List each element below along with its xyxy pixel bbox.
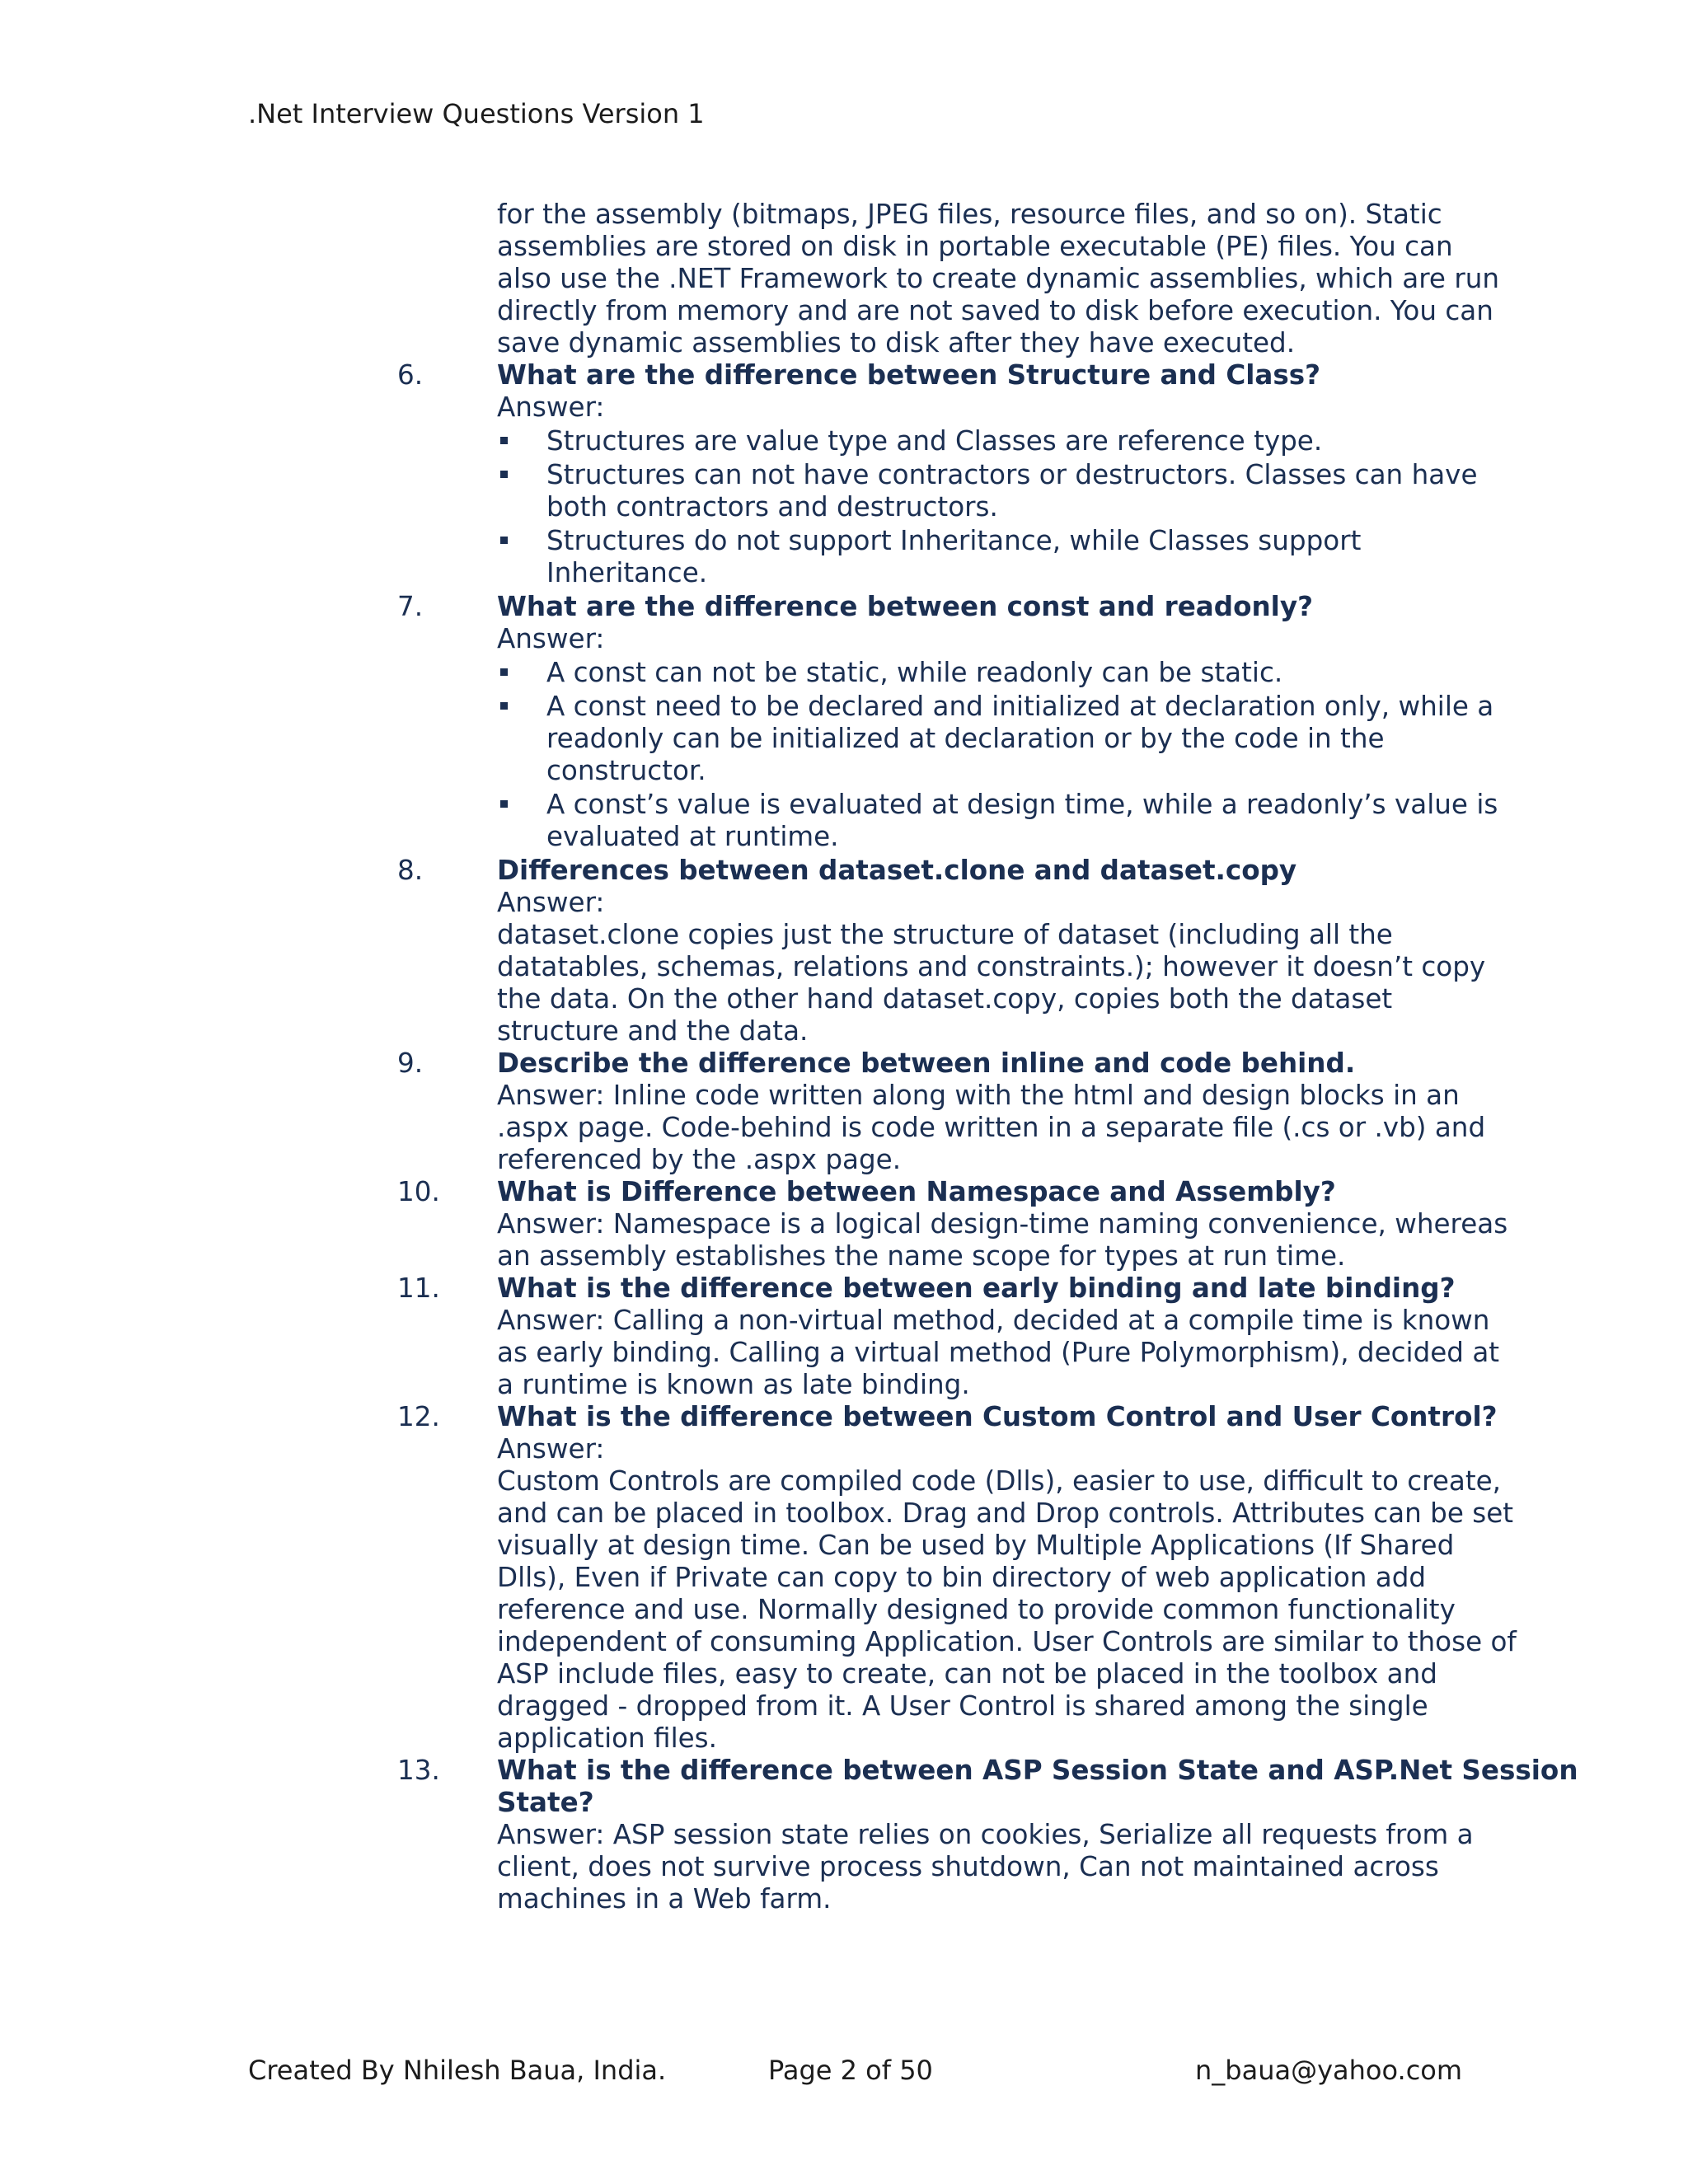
text-line: for the assembly (bitmaps, JPEG files, resource files, and so on). Static bbox=[497, 199, 1442, 230]
footer-email: n_baua@yahoo.com bbox=[1195, 2055, 1463, 2086]
question-title: Describe the difference between inline and code behind. bbox=[497, 1047, 1356, 1079]
footer-page-number: Page 2 of 50 bbox=[768, 2055, 933, 2086]
bullet-list bbox=[497, 425, 1478, 589]
answer-line: Answer: ASP session state relies on cookies, Serialize all requests from a bbox=[497, 1819, 1474, 1850]
question-list bbox=[0, 359, 1688, 1915]
bullet-text: constructor. bbox=[546, 755, 706, 786]
answer-line: Dlls), Even if Private can copy to bin directory of web application add bbox=[497, 1562, 1427, 1593]
bullet-text: A const can not be static, while readonly can be static. bbox=[546, 657, 1283, 688]
answer-line: machines in a Web farm. bbox=[497, 1883, 832, 1915]
answer-line: dataset.clone copies just the structure of dataset (including all the bbox=[497, 919, 1393, 950]
bullet-text: both contractors and destructors. bbox=[546, 491, 998, 523]
question-number: 11. bbox=[397, 1272, 440, 1304]
bullet-text: Structures are value type and Classes are reference type. bbox=[546, 425, 1323, 457]
question-body bbox=[497, 1755, 1578, 1915]
bullet-text: evaluated at runtime. bbox=[546, 821, 839, 852]
question-item bbox=[0, 359, 1688, 589]
bullet-list bbox=[497, 657, 1498, 853]
answer-line: application files. bbox=[497, 1722, 718, 1754]
question-number: 13. bbox=[397, 1755, 440, 1786]
question-body bbox=[497, 1272, 1500, 1401]
question-title: Differences between dataset.clone and dataset.copy bbox=[497, 855, 1297, 886]
answer-line: ASP include files, easy to create, can not be placed in the toolbox and bbox=[497, 1658, 1437, 1690]
answer-line: Answer: bbox=[497, 887, 605, 918]
question-number: 8. bbox=[397, 855, 424, 886]
text-line: also use the .NET Framework to create dynamic assemblies, which are run bbox=[497, 263, 1500, 294]
question-title: What is the difference between Custom Control and User Control? bbox=[497, 1401, 1498, 1432]
answer-line: reference and use. Normally designed to provide common functionality bbox=[497, 1594, 1456, 1625]
bullet-text: A const need to be declared and initialized at declaration only, while a bbox=[546, 691, 1494, 722]
question-number: 6. bbox=[397, 359, 424, 391]
question-item bbox=[0, 1176, 1688, 1272]
question-item bbox=[0, 591, 1688, 853]
answer-line: .aspx page. Code-behind is code written in a separate file (.cs or .vb) and bbox=[497, 1112, 1486, 1143]
answer-line: referenced by the .aspx page. bbox=[497, 1144, 902, 1175]
answer-line: dragged - dropped from it. A User Control is shared among the single bbox=[497, 1690, 1428, 1722]
question-body bbox=[497, 855, 1486, 1047]
question-number: 7. bbox=[397, 591, 424, 622]
question-body bbox=[497, 359, 1478, 589]
answer-line: Answer: Calling a non-virtual method, decided at a compile time is known bbox=[497, 1305, 1490, 1336]
answer-line: independent of consuming Application. User Controls are similar to those of bbox=[497, 1626, 1517, 1657]
bullet-item bbox=[497, 425, 1445, 457]
answer-line: Answer: Inline code written along with the html and design blocks in an bbox=[497, 1080, 1460, 1111]
question-item bbox=[0, 855, 1688, 1047]
text-line: save dynamic assemblies to disk after they have executed. bbox=[497, 327, 1296, 359]
answer-line: client, does not survive process shutdown, Can not maintained across bbox=[497, 1851, 1439, 1882]
question-title: State? bbox=[497, 1787, 594, 1818]
answer-line: Answer: bbox=[497, 391, 605, 423]
question-body bbox=[497, 1401, 1517, 1755]
bullet-item bbox=[497, 657, 1445, 689]
bullet-item bbox=[497, 789, 1498, 853]
bullet-item bbox=[497, 691, 1494, 787]
question-body bbox=[497, 591, 1498, 853]
bullet-text: A const’s value is evaluated at design time, while a readonly’s value is bbox=[546, 789, 1498, 820]
bullet-text: Structures do not support Inheritance, while Classes support bbox=[546, 525, 1362, 556]
answer-line: Answer: bbox=[497, 623, 605, 654]
answer-line: structure and the data. bbox=[497, 1015, 809, 1047]
question-number: 9. bbox=[397, 1047, 424, 1079]
answer-line: visually at design time. Can be used by Multiple Applications (If Shared bbox=[497, 1530, 1455, 1561]
answer-line: datatables, schemas, relations and constraints.); however it doesn’t copy bbox=[497, 951, 1486, 982]
answer-line: as early binding. Calling a virtual method (Pure Polymorphism), decided at bbox=[497, 1337, 1500, 1368]
answer-line: Answer: Namespace is a logical design-time naming convenience, whereas bbox=[497, 1208, 1508, 1240]
question-number: 12. bbox=[397, 1401, 440, 1432]
answer-line: a runtime is known as late binding. bbox=[497, 1369, 970, 1400]
question-title: What is Difference between Namespace and Assembly? bbox=[497, 1176, 1336, 1207]
text-line: directly from memory and are not saved to disk before execution. You can bbox=[497, 295, 1493, 326]
question-number: 10. bbox=[397, 1176, 440, 1207]
question-item bbox=[0, 1755, 1688, 1915]
answer-line: Custom Controls are compiled code (Dlls), easier to use, difficult to create, bbox=[497, 1465, 1502, 1497]
bullet-text: Structures can not have contractors or destructors. Classes can have bbox=[546, 459, 1478, 490]
question-title: What is the difference between ASP Session State and ASP.Net Session bbox=[497, 1755, 1578, 1786]
answer-line: an assembly establishes the name scope for types at run time. bbox=[497, 1240, 1346, 1272]
answer-line: the data. On the other hand dataset.copy, copies both the dataset bbox=[497, 983, 1393, 1015]
text-line: assemblies are stored on disk in portable executable (PE) files. You can bbox=[497, 231, 1453, 262]
question-item bbox=[0, 1272, 1688, 1401]
question-title: What are the difference between Structure and Class? bbox=[497, 359, 1321, 391]
bullet-text: readonly can be initialized at declaration or by the code in the bbox=[546, 723, 1385, 754]
question-item bbox=[0, 1047, 1688, 1176]
question-body bbox=[497, 1176, 1508, 1272]
footer-author: Created By Nhilesh Baua, India. bbox=[248, 2055, 667, 2086]
bullet-item bbox=[497, 525, 1445, 589]
continuation-paragraph bbox=[497, 199, 1500, 359]
question-title: What are the difference between const and readonly? bbox=[497, 591, 1313, 622]
bullet-item bbox=[497, 459, 1478, 523]
bullet-text: Inheritance. bbox=[546, 557, 708, 588]
page-header: .Net Interview Questions Version 1 bbox=[248, 98, 705, 129]
answer-line: Answer: bbox=[497, 1433, 605, 1465]
question-body bbox=[497, 1047, 1486, 1176]
question-item bbox=[0, 1401, 1688, 1755]
question-title: What is the difference between early binding and late binding? bbox=[497, 1272, 1456, 1304]
answer-line: and can be placed in toolbox. Drag and Drop controls. Attributes can be set bbox=[497, 1497, 1514, 1529]
